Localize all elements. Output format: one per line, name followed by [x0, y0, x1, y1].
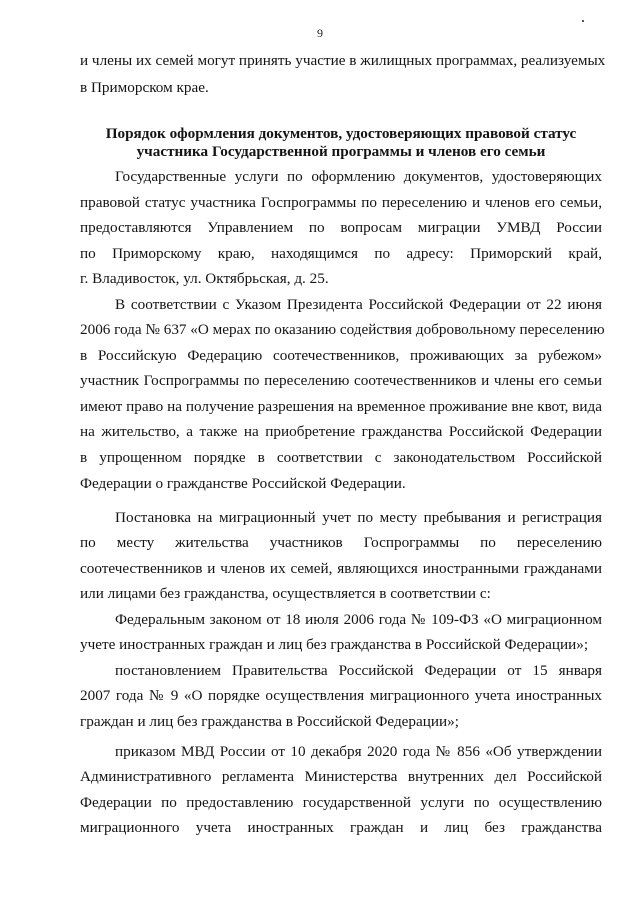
text-line: участник Госпрограммы по переселению соотечественников и члены его семьи — [80, 372, 602, 389]
text-line: В соответствии с Указом Президента Российской Федерации от 22 июня — [115, 296, 602, 313]
text-line: по месту жительства участников Госпрограммы по переселению — [80, 534, 602, 551]
text-line: приказом МВД России от 10 декабря 2020 года № 856 «Об утверждении — [115, 743, 602, 760]
text-line: Государственные услуги по оформлению документов, удостоверяющих — [115, 168, 602, 185]
text-line: Федерации по предоставлению государственной услуги по осуществлению — [80, 794, 602, 811]
text-line: правовой статус участника Госпрограммы по переселению и членов его семьи, — [80, 194, 602, 211]
text-line: Административного регламента Министерства внутренних дел Российской — [80, 768, 602, 785]
section-heading-line: Порядок оформления документов, удостоверяющих правовой статус — [105, 125, 577, 142]
text-line: Федеральным законом от 18 июля 2006 года № 109-ФЗ «О миграционном — [115, 611, 602, 628]
scan-speck — [582, 20, 584, 22]
text-line: по Приморскому краю, находящимся по адресу: Приморский край, — [80, 245, 602, 262]
text-line: имеют право на получение разрешения на временное проживание вне квот, вида — [80, 398, 602, 415]
text-line: в упрощенном порядке в соответствии с законодательством Российской — [80, 449, 602, 466]
text-line: граждан и лиц без гражданства в Российской Федерации»; — [80, 713, 459, 730]
text-line: предоставляются Управлением по вопросам миграции УМВД России — [80, 219, 602, 236]
text-line: Федерации о гражданстве Российской Федерации. — [80, 475, 406, 492]
text-line: учете иностранных граждан и лиц без гражданства в Российской Федерации»; — [80, 636, 589, 653]
text-line: миграционного учета иностранных граждан и лиц без гражданства — [80, 819, 602, 836]
text-line: или лицами без гражданства, осуществляется в соответствии с: — [80, 585, 491, 602]
page-number: 9 — [317, 26, 323, 40]
text-line: 2007 года № 9 «О порядке осуществления миграционного учета иностранных — [80, 687, 602, 704]
text-line: в Приморском крае. — [80, 79, 209, 96]
text-line: соотечественников и членов их семей, являющихся иностранными гражданами — [80, 560, 602, 577]
section-heading-line: участника Государственной программы и членов его семьи — [136, 143, 546, 160]
text-line: в Российскую Федерацию соотечественников, проживающих за рубежом» — [80, 347, 602, 364]
text-line: Постановка на миграционный учет по месту пребывания и регистрация — [115, 509, 602, 526]
text-line: г. Владивосток, ул. Октябрьская, д. 25. — [80, 270, 329, 287]
text-line: 2006 года № 637 «О мерах по оказанию содействия добровольному переселению — [80, 321, 605, 338]
text-line: и члены их семей могут принять участие в жилищных программах, реализуемых — [80, 52, 606, 69]
text-line: постановлением Правительства Российской Федерации от 15 января — [115, 662, 602, 679]
text-line: на жительство, а также на приобретение гражданства Российской Федерации — [80, 423, 602, 440]
